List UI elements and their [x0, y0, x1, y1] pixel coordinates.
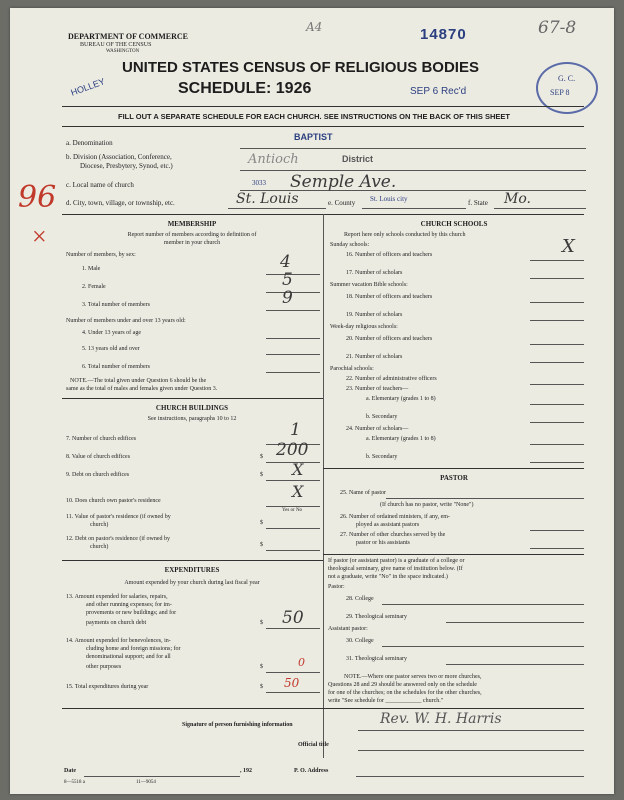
age-heading: Number of members under and over 13 years old:	[66, 318, 186, 324]
local-name-label: c. Local name of church	[66, 181, 134, 189]
denomination-label: a. Denomination	[66, 139, 113, 147]
q14-label: 14. Amount expended for benevolences, in-	[66, 638, 171, 644]
q29-label: 29. Theological seminary	[346, 614, 408, 620]
dollar-sign: $	[260, 472, 263, 478]
q23b-label: b. Secondary	[366, 414, 398, 420]
q18-label: 18. Number of officers and teachers	[346, 294, 433, 300]
state-label: f. State	[468, 199, 488, 207]
church-street-number: 3033	[252, 179, 266, 187]
q23a-label: a. Elementary (grades 1 to 8)	[366, 396, 436, 402]
po-address-label: P. O. Address	[294, 768, 329, 774]
q10-value: X	[292, 482, 304, 501]
q24-label: 24. Number of scholars—	[346, 426, 409, 432]
q14-label-4: other purposes	[86, 664, 122, 670]
membership-note: NOTE.—The total given under Question 6 should be the	[70, 378, 207, 384]
dept-name: DEPARTMENT OF COMMERCE	[68, 32, 189, 41]
expenditures-intro: Amount expended by your church during last fiscal year	[124, 580, 260, 586]
q26-label-2: ployed as assistant pastors	[356, 522, 420, 528]
q13-label: 13. Amount expended for salaries, repairs,	[66, 594, 168, 600]
q3-value: 9	[282, 288, 293, 308]
city-name: WASHINGTON	[106, 49, 140, 54]
q7-value: 1	[290, 420, 301, 440]
state-value: Mo.	[504, 191, 531, 207]
q1-value: 4	[280, 252, 291, 272]
official-title-label: Official title	[298, 742, 329, 748]
q21-label: 21. Number of scholars	[346, 354, 403, 360]
graduate-note-2: theological seminary, give name of institution below. (If	[328, 566, 463, 572]
print-number: 11—9054	[136, 780, 156, 785]
city-label: d. City, town, village, or township, etc.	[66, 199, 175, 207]
q3-label: 3. Total number of members	[82, 302, 150, 308]
membership-note-2: same as the total of males and females given under Question 3.	[66, 386, 218, 392]
schedule-number: 14870	[420, 26, 467, 43]
q7-label: 7. Number of church edifices	[66, 436, 137, 442]
q16-label: 16. Number of officers and teachers	[346, 252, 433, 258]
q9-label: 9. Debt on church edifices	[66, 472, 130, 478]
membership-intro-2: member in your church	[163, 240, 221, 246]
q27-label-2: pastor or his assistants	[356, 540, 410, 546]
q16-value: X	[562, 236, 575, 257]
parochial-heading: Parochial schools:	[330, 366, 374, 372]
holley-stamp: HOLLEY	[69, 76, 107, 98]
q24b-label: b. Secondary	[366, 454, 398, 460]
date-label: Date	[64, 768, 76, 774]
q25-label: 25. Name of pastor	[340, 490, 386, 496]
signature-value: Rev. W. H. Harris	[380, 711, 502, 727]
instructions-line: FILL OUT A SEPARATE SCHEDULE FOR EACH CHURCH. SEE INSTRUCTIONS ON THE BACK OF THIS SHEET	[118, 112, 510, 121]
q5-label: 5. 13 years old and over	[82, 346, 140, 352]
q8-label: 8. Value of church edifices	[66, 454, 131, 460]
q13-label-2: and other running expenses; for im-	[86, 602, 172, 608]
received-stamp: SEP 6 Rec'd	[410, 86, 467, 97]
q30-label: 30. College	[346, 638, 374, 644]
weekday-heading: Week-day religious schools:	[330, 324, 398, 330]
members-by-sex: Number of members, by sex:	[66, 252, 136, 258]
church-local-name: Semple Ave.	[290, 172, 397, 192]
q6-label: 6. Total number of members	[82, 364, 150, 370]
q17-label: 17. Number of scholars	[346, 270, 403, 276]
q2-label: 2. Female	[82, 284, 106, 290]
q24a-label: a. Elementary (grades 1 to 8)	[366, 436, 436, 442]
pastor-heading: PASTOR	[440, 474, 468, 482]
pastor-subheading: Pastor:	[328, 584, 345, 590]
signature-label: Signature of person furnishing information	[182, 722, 293, 728]
pastor-note: NOTE.—Where one pastor serves two or more churches,	[344, 674, 482, 680]
q27-label: 27. Number of other churches served by the	[340, 532, 446, 538]
pencil-mark: A4	[306, 20, 323, 34]
q19-label: 19. Number of scholars	[346, 312, 403, 318]
division-stamp: District	[342, 154, 374, 164]
dollar-sign: $	[260, 664, 263, 670]
form-number: 8—5518 a	[64, 780, 85, 785]
membership-intro: Report number of members according to definition of	[127, 232, 257, 238]
q23-label: 23. Number of teachers—	[346, 386, 409, 392]
date-year: , 192	[240, 768, 252, 774]
census-schedule-page	[10, 8, 614, 794]
q15-label: 15. Total expenditures during year	[66, 684, 149, 690]
q12-label-2: church)	[90, 544, 109, 550]
membership-heading: MEMBERSHIP	[167, 220, 217, 228]
yes-no-hint: Yes or No	[282, 508, 303, 513]
seal-initials: G. C.	[558, 74, 576, 83]
q8-value: 200	[276, 440, 309, 460]
division-value: Antioch	[248, 152, 299, 167]
graduate-note: If pastor (or assistant pastor) is a graduate of a college or	[328, 558, 465, 564]
q14-label-3: denominational support; and for all	[86, 654, 171, 660]
q22-label: 22. Number of administrative officers	[346, 376, 437, 382]
dollar-sign: $	[260, 542, 263, 548]
pastor-note-4: write "See schedule for ____________ church."	[328, 698, 444, 704]
schools-heading: CHURCH SCHOOLS	[420, 220, 488, 228]
q25-hint: (If church has no pastor, write "None")	[380, 502, 474, 508]
margin-x-mark: ×	[32, 222, 47, 251]
q12-label: 12. Debt on pastor's residence (if owned by	[66, 536, 171, 542]
pastor-note-2: Questions 28 and 29 should be answered only on the schedule	[328, 682, 477, 688]
q20-label: 20. Number of officers and teachers	[346, 336, 433, 342]
q9-value: X	[292, 460, 304, 479]
division-label: b. Division (Association, Conference,	[66, 153, 172, 161]
q10-label: 10. Does church own pastor's residence	[66, 498, 161, 504]
buildings-intro: See instructions, paragraphs 10 to 12	[147, 416, 237, 422]
q31-label: 31. Theological seminary	[346, 656, 408, 662]
summer-heading: Summer vacation Bible schools:	[330, 282, 408, 288]
assistant-subheading: Assistant pastor:	[328, 626, 368, 632]
division-label-2: Diocese, Presbytery, Synod, etc.)	[80, 162, 173, 170]
dollar-sign: $	[260, 684, 263, 690]
corner-code: 67-8	[538, 18, 577, 38]
denomination-value: BAPTIST	[294, 132, 333, 142]
pastor-note-3: for one of the churches; on the schedules for the other churches,	[328, 690, 482, 696]
schedule-year: SCHEDULE: 1926	[178, 80, 312, 97]
dollar-sign: $	[260, 620, 263, 626]
q13-value: 50	[282, 608, 304, 628]
q26-label: 26. Number of ordained ministers, if any, em-	[340, 514, 450, 520]
margin-number: 96	[18, 180, 57, 215]
seal-date: SEP 8	[550, 88, 570, 97]
q1-label: 1. Male	[82, 266, 101, 272]
buildings-heading: CHURCH BUILDINGS	[155, 404, 229, 412]
q13-label-3: provements or new buildings; and for	[86, 610, 177, 616]
bureau-name: BUREAU OF THE CENSUS	[80, 42, 152, 48]
city-value: St. Louis	[236, 191, 299, 207]
county-value: St. Louis city	[370, 195, 408, 203]
dollar-sign: $	[260, 454, 263, 460]
q13-label-4: payments on church debt	[86, 620, 147, 626]
sunday-heading: Sunday schools:	[330, 242, 370, 248]
dollar-sign: $	[260, 520, 263, 526]
form-title: UNITED STATES CENSUS OF RELIGIOUS BODIES	[122, 59, 479, 76]
expenditures-heading: EXPENDITURES	[164, 566, 220, 574]
county-label: e. County	[328, 199, 356, 207]
q15-value: 50	[284, 676, 300, 690]
q11-label: 11. Value of pastor's residence (if owned by	[66, 514, 171, 520]
q4-label: 4. Under 13 years of age	[82, 330, 141, 336]
q11-label-2: church)	[90, 522, 109, 528]
q2-value: 5	[282, 270, 293, 290]
graduate-note-3: not a graduate, write "No" in the space indicated.)	[328, 574, 448, 580]
schools-intro: Report here only schools conducted by this church	[344, 232, 466, 238]
q14-label-2: cluding home and foreign missions; for	[86, 646, 181, 652]
q28-label: 28. College	[346, 596, 374, 602]
q14-value: 0	[298, 656, 305, 669]
